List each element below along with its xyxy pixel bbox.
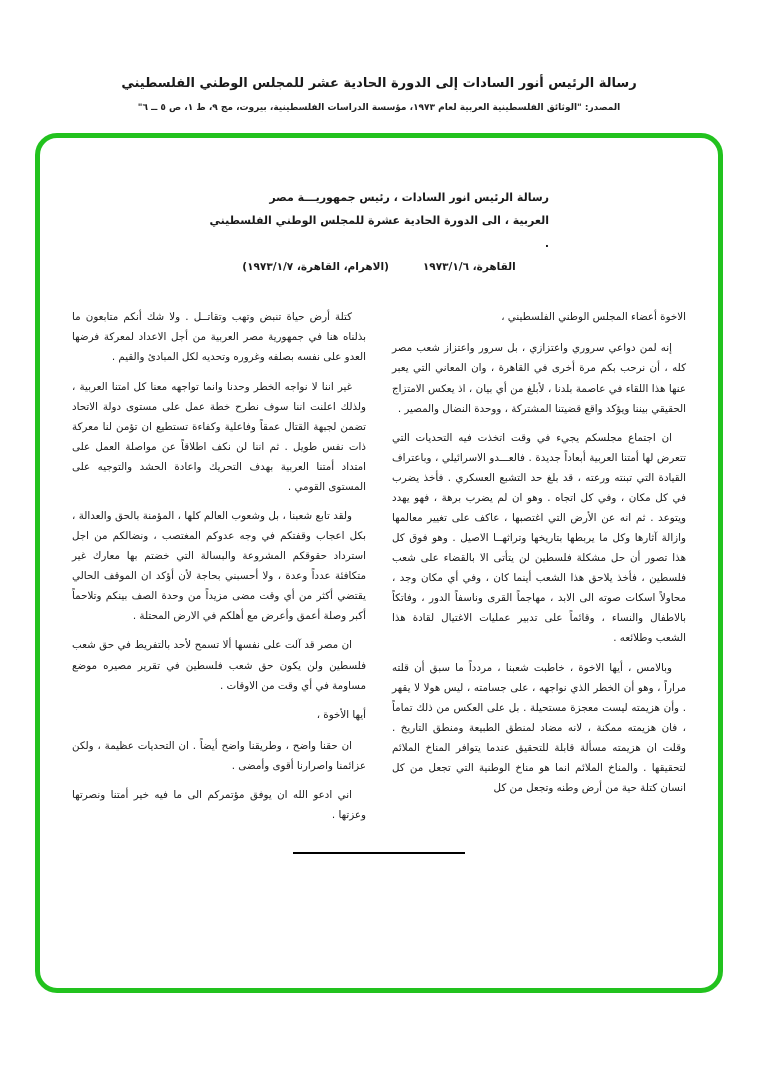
paragraph: اني ادعو الله ان يوفق مؤتمركم الى ما فيه خير أمتنا ونصرتها وعزتها . xyxy=(72,788,366,821)
footer-separator-line xyxy=(293,852,465,854)
paragraph: الاخوة أعضاء المجلس الوطني الفلسطيني ، xyxy=(501,311,686,324)
paragraph: وبالامس ، أيها الاخوة ، خاطبت شعبنا ، مردداً ما سبق أن قلته مراراً ، وهو أن الخطر الذي نواجهه ، على جسامته ، ليس هولا لا يقهر . وأن هزيمته ليست معجزة مستحيلة . بل على العكس من ذلك تماماً ، فان هزيمته ممكنة ، لانه مضاد لمنطق الطبيعة ومنطق التاريخ . وقلت ان هزيمته مسألة قابلة للتحقيق عندما يتوافر المناخ الملائم لتحقيقها . والمناخ الملائم انما هو مناخ الوطنية التي تجعل من كل انسان كتلة حية من أرض وطنه وتجعل من كل xyxy=(392,661,686,794)
paragraph: كتلة أرض حياة تنبض وتهب وتقاتــل . ولا شك أنكم متابعون ما بذلناه هنا في جمهورية مصر العربية من أجل الاعداد لمعركة فرضها العدو على نفسه بصلفه وغروره وتحديه لكل المبادئ والقيم . xyxy=(72,311,366,364)
document-heading-line-2: العربية ، الى الدورة الحادية عشرة للمجلس الوطني الفلسطيني . xyxy=(209,214,549,251)
paragraph: ان حقنا واضح ، وطريقنا واضح أيضاً . ان التحديات عظيمة ، ولكن عزائمنا واصرارنا أقوى وأمضى . xyxy=(72,739,366,772)
column-left xyxy=(72,307,366,834)
source-citation: المصدر: "الوثائق الفلسطينية العربية لعام ١٩٧٣، مؤسسة الدراسات الفلسطينية، بيروت، مج ٩، ط ١، ص ٥ ــ ٦" xyxy=(137,103,621,113)
paragraph: ان مصر قد آلت على نفسها ألا تسمح لأحد بالتفريط في حق شعب فلسطين ولن يكون حق شعب فلسطين في تقرير مصيره موضع مساومة في أي وقت من الاوقات . xyxy=(72,639,366,692)
paragraph: غير اننا لا نواجه الخطر وحدنا وانما تواجهه معنا كل امتنا العربية ، ولذلك اعلنت اننا سوف نطرح خطة عمل على مستوى دولة الاتحاد تضمن لجبهة القتال عمقاً وفاعلية وكفاءة تستطيع ان تؤمن لنا معركة ذات نفس طويل . ثم اننا لن نكف اطلاقاً عن مواصلة العمل على امتداد أمتنا العربية بهدف التحريك واعادة الحشد والتوجيه على المستوى القومي . xyxy=(72,380,366,493)
column-right xyxy=(392,307,686,834)
paragraph: ولقد تابع شعبنا ، بل وشعوب العالم كلها ، المؤمنة بالحق والعدالة ، بكل اعجاب وقفتكم في وجه عدوكم المغتصب ، ونضالكم من اجل استرداد حقوقكم المشروعة والبسالة التي خضتم بها معارك غير متكافئة عدداً وعدة ، ولا أحسبني بحاجة لأن أؤكد ان الموقف الحالي يقتضي أكثر من أي وقت مضى مزيداً من وحدة الصف بينكم وتلاحماً أكبر وصلة أعمق وأعرض مع أهلكم في الارض المحتلة . xyxy=(72,509,366,623)
page-title: رسالة الرئيس أنور السادات إلى الدورة الحادية عشر للمجلس الوطني الفلسطيني xyxy=(121,76,637,91)
paragraph: إنه لمن دواعي سروري واعتزازي ، بل سرور واعتزاز شعب مصر كله ، أن نرحب بكم مرة أخرى في القاهرة ، وان المعاني التي يعبر عنها هذا اللقاء في عاصمة بلدنا ، لأبلغ من أي بيان ، اذ يعكس الامتزاج الحقيقي بيننا ويؤكد واقع قضيتنا المشتركة ، ووحدة النضال والمصير . xyxy=(392,342,686,415)
paragraph: أيها الأخوة ، xyxy=(316,708,366,721)
dateline-publication: (الاهرام، القاهرة، ١٩٧٣/١/٧) xyxy=(242,261,389,274)
paragraph: ان اجتماع مجلسكم يجيء في وقت اتخذت فيه التحديات التي تتعرض لها أمتنا العربية أبعاداً جديدة . فالعـــدو الاسرائيلي ، وباعتراف القيادة التي تبنته ورعته ، قد بلغ حد التشبع العسكري . فأخذ يضرب في كل مكان ، وفي كل اتجاه . وهو ان لم يضرب برهة ، فهو يهدد ويتوعد . ثم انه عن الأرض التي اغتصبها ، عاكف على تغيير معالمها وازالة آثارها وكل ما يربطها بتاريخها وتراثهــا الاصيل . وهو فوق كل هذا تصور أن حل مشكلة فلسطين لن يتأتى الا بالقضاء على شعب فلسطين ، فأخذ يلاحق هذا الشعب أينما كان ، وفي أي مكان وجد ، محاولاً اسكات صوته الى الابد ، مهاجماً القرى وناسفاً الدور ، وفاتكاً بالاطفال والنساء ، وقائماً على تدبير عمليات الاغتيال لقادة هذا الشعب وطلائعه . xyxy=(392,431,686,645)
document-scan-frame xyxy=(35,133,723,993)
document-heading-line-1: رسالة الرئيس انور السادات ، رئيس جمهوريـــة مصر xyxy=(269,191,549,204)
document-body-columns xyxy=(72,307,686,834)
dateline xyxy=(72,261,686,273)
dateline-place-date: القاهرة، ١٩٧٣/١/٦ xyxy=(422,261,516,274)
document-heading xyxy=(209,186,549,255)
